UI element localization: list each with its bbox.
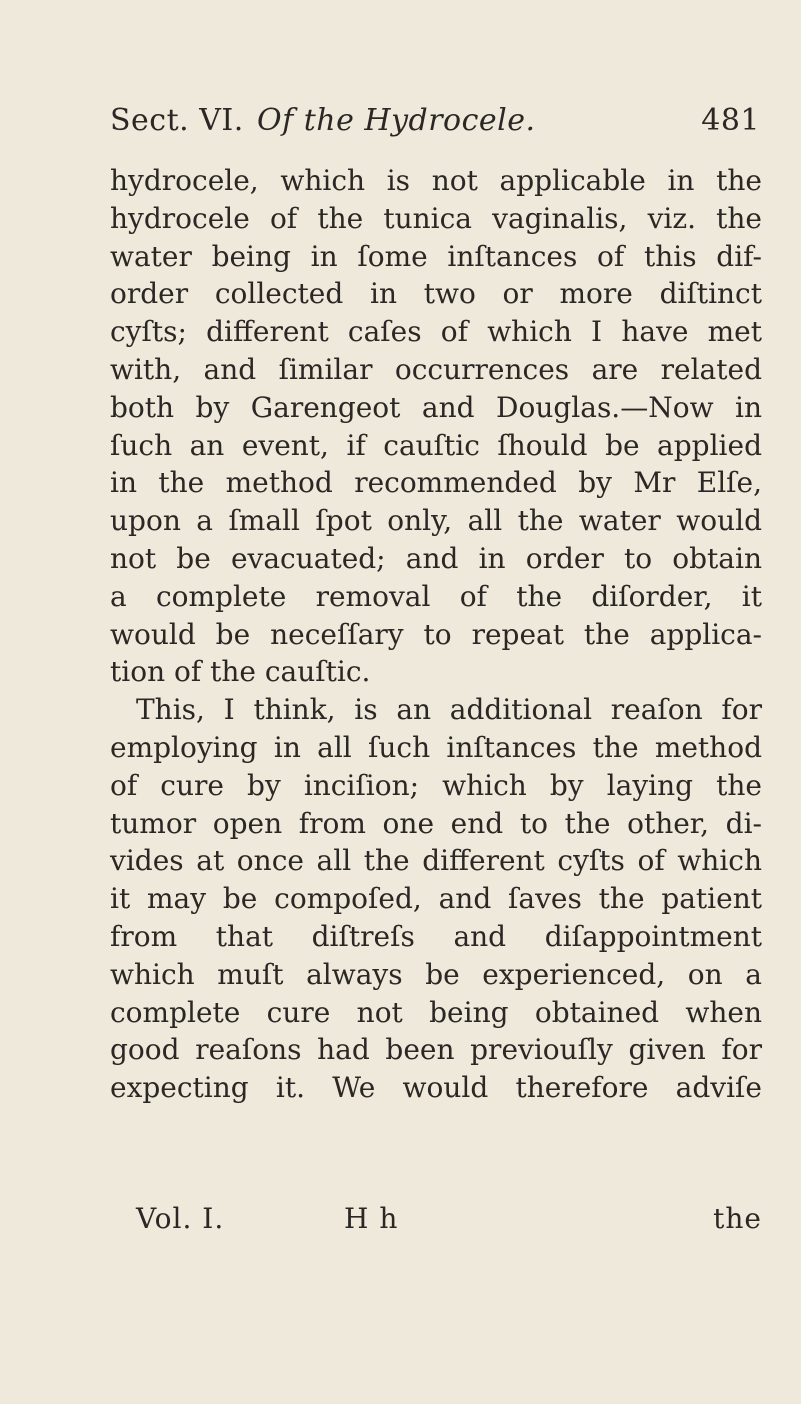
text-line: which muſt always be experienced, on a (110, 957, 762, 991)
body-text (110, 162, 762, 1107)
text-line: expecting it. We would therefore adviſe (110, 1071, 762, 1105)
text-line: hydrocele, which is not applicable in the (110, 164, 762, 197)
text-line: cyſts; different caſes of which I have met (110, 315, 762, 349)
text-line: order collected in two or more diſtinct (110, 277, 762, 311)
signature-mark: H h (344, 1202, 399, 1235)
page-footer (136, 1202, 762, 1242)
text-line: vides at once all the different cyſts of which (110, 844, 762, 878)
text-line: upon a ſmall ſpot only, all the water would (110, 504, 762, 538)
text-line: employing in all ſuch inſtances the method (110, 730, 762, 764)
text-line: with, and ſimilar occurrences are related (110, 352, 762, 386)
text-line: from that diſtreſs and diſappointment (110, 919, 762, 953)
text-line-paragraph-start: This, I think, is an additional reaſon for (136, 693, 762, 727)
section-label: Sect. VI. (110, 103, 244, 138)
text-line: complete cure not being obtained when (110, 995, 762, 1029)
text-line: would be neceſſary to repeat the applica- (110, 617, 762, 651)
text-line: of cure by inciſion; which by laying the (110, 768, 762, 802)
text-line: both by Garengeot and Douglas.—Now in (110, 390, 762, 424)
volume-label: Vol. I. (136, 1202, 225, 1235)
catchword: the (713, 1202, 762, 1235)
text-line: tion of the cauſtic. (110, 655, 371, 689)
text-line: a complete removal of the diſorder, it (110, 579, 762, 613)
text-line: tumor open from one end to the other, di- (110, 806, 762, 840)
text-line: it may be compoſed, and ſaves the patient (110, 882, 762, 916)
text-line: ſuch an event, if cauſtic ſhould be applied (110, 428, 762, 462)
page-number: 481 (701, 103, 760, 138)
text-line: in the method recommended by Mr Elſe, (110, 466, 762, 500)
text-line: not be evacuated; and in order to obtain (110, 541, 762, 575)
text-line: good reaſons had been previouſly given for (110, 1033, 762, 1067)
running-header (110, 103, 760, 143)
running-title: Of the Hydrocele. (257, 103, 536, 138)
text-line: water being in ſome inſtances of this dif- (110, 239, 762, 273)
text-line: hydrocele of the tunica vaginalis, viz. the (110, 201, 762, 235)
